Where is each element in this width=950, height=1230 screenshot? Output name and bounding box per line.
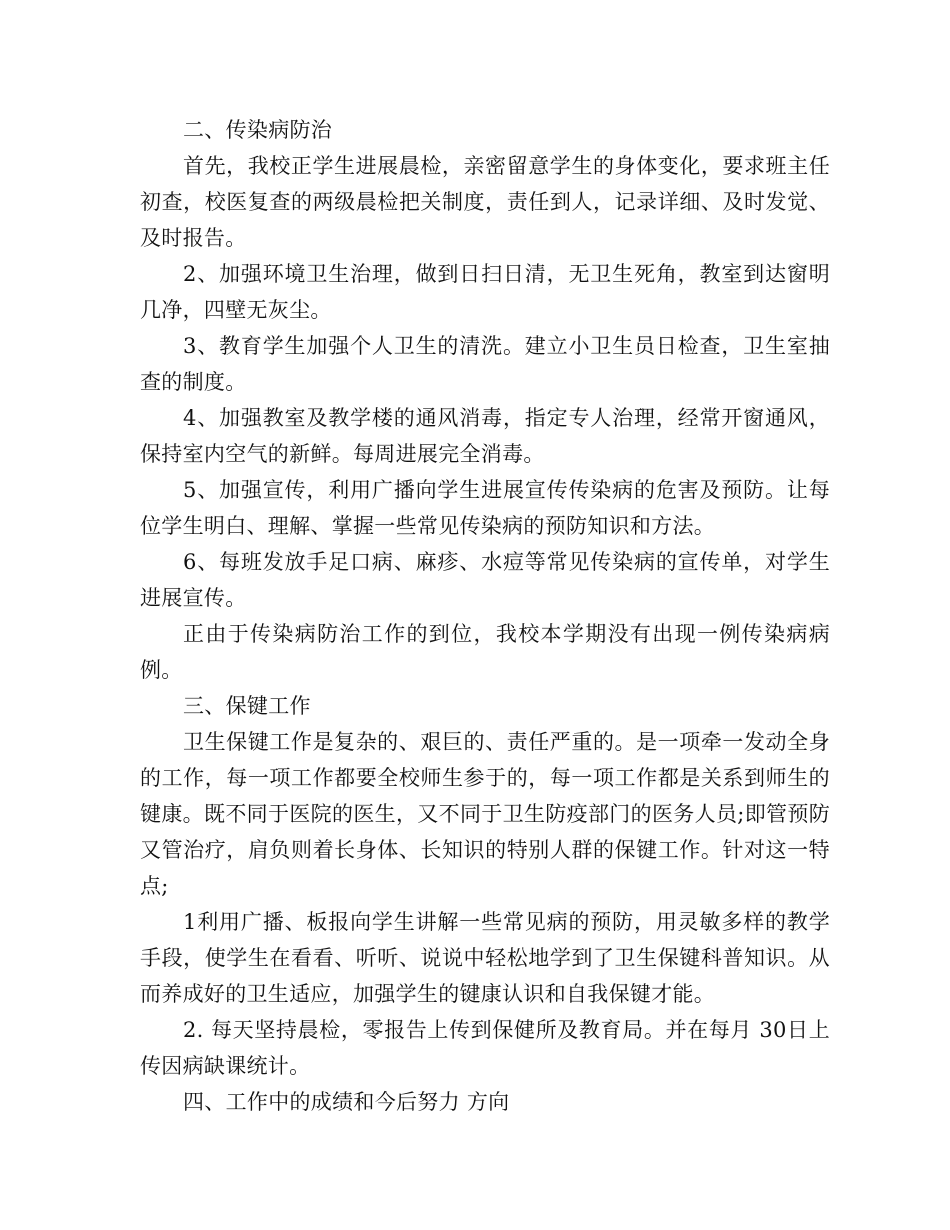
paragraph-health-item-1: 1利用广播、板报向学生讲解一些常见病的预防，用灵敏多样的教学手段，使学生在看看、听听、说说中轻松地学到了卫生保键科普知识。从而养成好的卫生适应，加强学生的键康认识和自我保键才能。 (140, 910, 830, 1006)
paragraph-health-item-2: 2. 每天坚持晨检，零报告上传到保健所及教育局。并在每月 30日上传因病缺课统计。 (140, 1018, 830, 1078)
document-body (140, 112, 830, 1120)
section-heading-4: 四、工作中的成绩和今后努力 方向 (183, 1090, 510, 1114)
paragraph-item-5: 5、加强宣传，利用广播向学生进展宣传传染病的危害及预防。让每位学生明白、理解、掌握一些常见传染病的预防知识和方法。 (140, 478, 830, 538)
paragraph-result: 正由于传染病防治工作的到位，我校本学期没有出现一例传染病病例。 (140, 622, 830, 682)
paragraph-item-6: 6、每班发放手足口病、麻疹、水痘等常见传染病的宣传单，对学生进展宣传。 (140, 550, 830, 610)
paragraph-item-2: 2、加强环境卫生治理，做到日扫日清，无卫生死角，教室到达窗明几净，四壁无灰尘。 (140, 262, 830, 322)
section-heading-2: 二、传染病防治 (183, 118, 333, 142)
paragraph-item-3: 3、教育学生加强个人卫生的清洗。建立小卫生员日检查，卫生室抽查的制度。 (140, 334, 830, 394)
paragraph-morning-check: 首先，我校正学生进展晨检，亲密留意学生的身体变化，要求班主任初查，校医复查的两级晨检把关制度，责任到人，记录详细、及时发觉、及时报告。 (140, 154, 830, 250)
paragraph-health-work: 卫生保键工作是复杂的、艰巨的、责任严重的。是一项牵一发动全身的工作，每一项工作都要全校师生参于的，每一项工作都是关系到师生的键康。既不同于医院的医生，又不同于卫生防疫部门的医务人员;即管预防又管治疗，肩负则着长身体、长知识的特别人群的保键工作。针对这一特点; (140, 730, 830, 898)
section-heading-3: 三、保键工作 (183, 694, 311, 718)
paragraph-item-4: 4、加强教室及教学楼的通风消毒，指定专人治理，经常开窗通风，保持室内空气的新鲜。每周进展完全消毒。 (140, 406, 830, 466)
